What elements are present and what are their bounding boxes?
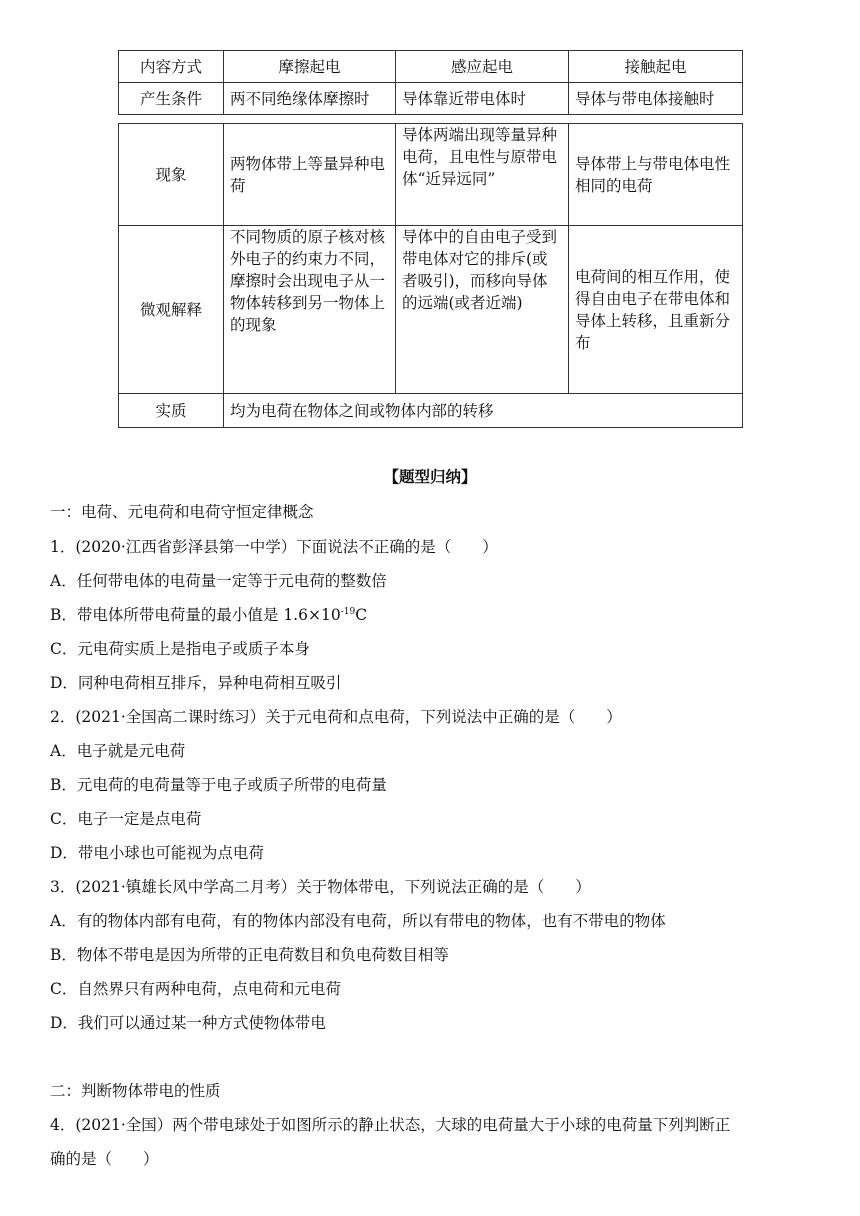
table-cell: 导体中的自由电子受到带电体对它的排斥(或者吸引)，而移向导体的远端(或者近端) xyxy=(396,226,569,394)
table-header-row xyxy=(119,51,743,83)
part-heading: 二：判断物体带电的性质 xyxy=(50,1082,221,1100)
option-b: B．物体不带电是因为所带的正电荷数目和负电荷数目相等 xyxy=(50,946,449,964)
option-b xyxy=(50,604,367,626)
table-row xyxy=(119,124,743,226)
option-d: D．同种电荷相互排斥，异种电荷相互吸引 xyxy=(50,674,342,692)
table-cell: 微观解释 xyxy=(119,226,224,394)
option-c: C．电子一定是点电荷 xyxy=(50,810,202,828)
option-d: D．我们可以通过某一种方式使物体带电 xyxy=(50,1014,326,1032)
table-cell: 实质 xyxy=(119,394,224,428)
table-cell: 现象 xyxy=(119,124,224,226)
table-cell: 感应起电 xyxy=(396,51,569,83)
option-b: B．元电荷的电荷量等于电子或质子所带的电荷量 xyxy=(50,776,387,794)
question-stem-continued: 确的是（ ） xyxy=(50,1150,159,1168)
question-stem: 2．(2021·全国高二课时练习）关于元电荷和点电荷，下列说法中正确的是（ ） xyxy=(50,708,622,726)
option-c: C．元电荷实质上是指电子或质子本身 xyxy=(50,640,310,658)
comparison-table-bottom xyxy=(118,123,743,428)
option-d: D．带电小球也可能视为点电荷 xyxy=(50,844,264,862)
table-row xyxy=(119,226,743,394)
question-stem: 1．(2020·江西省彭泽县第一中学）下面说法不正确的是（ ） xyxy=(50,538,498,556)
table-cell: 不同物质的原子核对核外电子的约束力不同，摩擦时会出现电子从一物体转移到另一物体上的现象 xyxy=(224,226,396,394)
comparison-table-top xyxy=(118,50,743,115)
table-cell: 电荷间的相互作用，使得自由电子在带电体和导体上转移，且重新分布 xyxy=(569,226,743,394)
table-cell: 导体靠近带电体时 xyxy=(396,83,569,115)
question-stem: 4．(2021·全国）两个带电球处于如图所示的静止状态，大球的电荷量大于小球的电荷量下列判断正 xyxy=(50,1116,731,1134)
option-a: A．任何带电体的电荷量一定等于元电荷的整数倍 xyxy=(50,572,387,590)
option-a: A．有的物体内部有电荷，有的物体内部没有电荷，所以有带电的物体，也有不带电的物体 xyxy=(50,912,666,930)
unit: C xyxy=(355,606,368,624)
exponent: -19 xyxy=(340,607,356,617)
part-heading: 一：电荷、元电荷和电荷守恒定律概念 xyxy=(50,503,314,521)
table-cell: 导体带上与带电体电性相同的电荷 xyxy=(569,124,743,226)
table-cell: 接触起电 xyxy=(569,51,743,83)
table-cell: 导体与带电体接触时 xyxy=(569,83,743,115)
question-stem: 3．(2021·镇雄长风中学高二月考）关于物体带电，下列说法正确的是（ ） xyxy=(50,878,591,896)
section-title: 【题型归纳】 xyxy=(383,467,477,486)
table-cell: 均为电荷在物体之间或物体内部的转移 xyxy=(224,394,743,428)
table-cell: 摩擦起电 xyxy=(224,51,396,83)
option-a: A．电子就是元电荷 xyxy=(50,742,186,760)
table-cell: 两不同绝缘体摩擦时 xyxy=(224,83,396,115)
table-cell: 产生条件 xyxy=(119,83,224,115)
table-cell: 两物体带上等量异种电荷 xyxy=(224,124,396,226)
option-c: C．自然界只有两种电荷，点电荷和元电荷 xyxy=(50,980,341,998)
table-row xyxy=(119,394,743,428)
table-row xyxy=(119,83,743,115)
table-cell: 内容方式 xyxy=(119,51,224,83)
option-b-text: B．带电体所带电荷量的最小值是 1.6×10 xyxy=(50,606,341,624)
table-cell: 导体两端出现等量异种电荷，且电性与原带电体“近异远同” xyxy=(396,124,569,226)
